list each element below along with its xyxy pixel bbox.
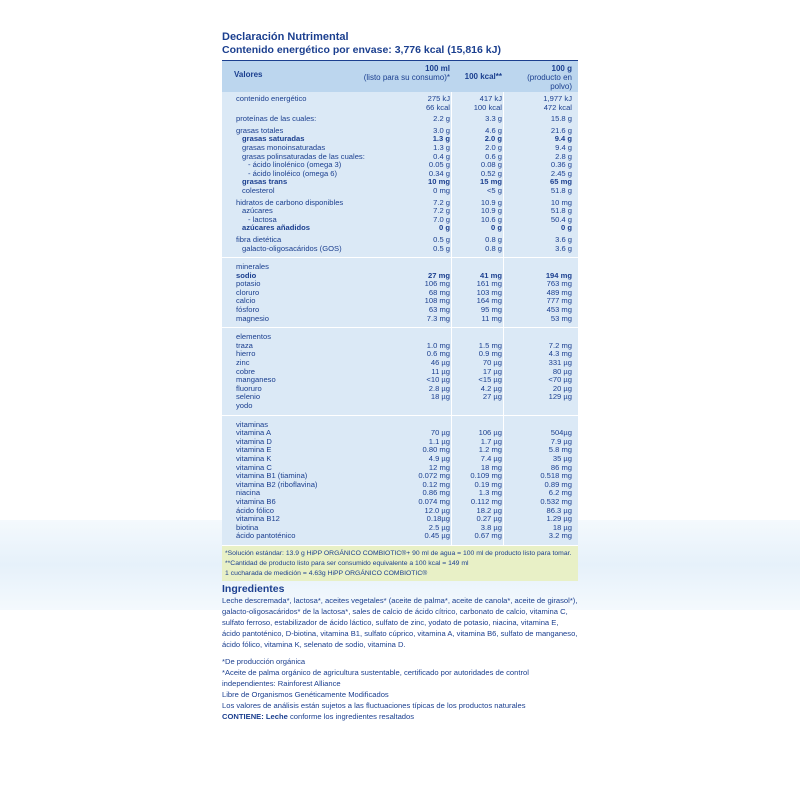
value-100g: 0 g <box>561 223 572 233</box>
value-100kcal: 0.67 mg <box>474 531 502 541</box>
energy-subtitle: Contenido energético por envase: 3,776 kcal (15,816 kJ) <box>222 44 501 56</box>
value-100kcal: 3.8 µg <box>480 522 502 532</box>
column-divider <box>503 328 504 414</box>
value-100kcal: 11 mg <box>481 313 502 323</box>
column-divider <box>451 416 452 545</box>
table-row <box>222 385 578 394</box>
nutrition-label <box>222 31 578 722</box>
row-label: galacto-oligosacáridos (GOS) <box>242 244 342 253</box>
column-divider <box>451 328 452 414</box>
value-100ml: 0 g <box>439 223 450 233</box>
value-100kcal: 4.2 µg <box>480 383 502 393</box>
row-label: ácido pantoténico <box>236 532 296 541</box>
value-100kcal: 1.7 µg <box>480 436 502 446</box>
value-100g: 2.45 g <box>550 168 572 178</box>
row-label: selenio <box>236 393 261 402</box>
value-100ml: 70 µg <box>430 428 450 438</box>
table-row <box>222 245 578 254</box>
value-100g: 5.8 mg <box>548 445 572 455</box>
table-row <box>222 446 578 455</box>
row-label: vitamina B6 <box>236 497 276 506</box>
table-row <box>222 297 578 306</box>
column-divider <box>503 258 504 327</box>
value-100g: 763 mg <box>546 279 572 289</box>
value-100kcal: 0.9 mg <box>478 349 502 359</box>
value-100kcal: 1.2 mg <box>478 445 502 455</box>
table-row <box>222 95 578 104</box>
row-label: fibra dietética <box>236 235 282 244</box>
row-label: fósforo <box>236 306 260 315</box>
value-100kcal: 0 g <box>491 223 502 233</box>
value-100g: 0.518 mg <box>540 471 572 481</box>
header-100g-main: 100 g <box>551 64 572 73</box>
table-row <box>222 236 578 245</box>
table-row <box>222 393 578 402</box>
value-100kcal: 1.5 mg <box>478 340 502 350</box>
value-100g: 331 µg <box>548 358 572 368</box>
value-100g: 0.532 mg <box>540 496 572 506</box>
value-100ml: 0.074 mg <box>418 496 450 506</box>
row-label: yodo <box>236 402 253 410</box>
allergen-bold: Leche <box>265 711 288 721</box>
value-100kcal: 10.6 g <box>480 214 502 224</box>
value-100g: 10 mg <box>550 197 572 207</box>
value-100ml <box>372 402 450 411</box>
column-divider <box>503 416 504 545</box>
row-label: vitamina B12 <box>236 515 280 524</box>
table-row <box>222 498 578 507</box>
footnote-standard-solution: *Solución estándar: 13.9 g HiPP ORGÁNICO COMBIOTIC®+ 90 ml de agua = 100 ml de producto listo para tomar. <box>225 549 572 557</box>
value-100g: 51.8 g <box>550 185 572 195</box>
table-row <box>222 350 578 359</box>
value-100g: 18 µg <box>552 522 572 532</box>
table-row <box>222 333 578 342</box>
value-100g: 504µg <box>550 428 572 438</box>
value-100kcal: 95 mg <box>480 305 502 315</box>
row-label: - lactosa <box>248 215 277 224</box>
table-section <box>222 92 578 258</box>
value-100kcal: 0.8 g <box>485 243 502 253</box>
table-row <box>222 161 578 170</box>
value-100kcal: 2.0 g <box>485 142 502 152</box>
footnote-100kcal: **Cantidad de producto listo para ser consumido equivalente a 100 kcal = 149 ml <box>225 559 469 567</box>
table-row <box>222 359 578 368</box>
row-label: manganeso <box>236 376 276 385</box>
table-row <box>222 532 578 541</box>
row-label: grasas polinsaturadas de las cuales: <box>242 152 365 161</box>
value-100kcal: 10.9 g <box>480 206 502 216</box>
table-row <box>222 515 578 524</box>
value-100g: 51.8 g <box>550 206 572 216</box>
header-100ml-main: 100 ml <box>425 64 450 73</box>
allergen-label: CONTIENE: <box>222 711 264 721</box>
row-label: - ácido linoléico (omega 6) <box>248 169 338 178</box>
header-100ml <box>330 64 450 82</box>
value-100ml: 46 µg <box>430 358 450 368</box>
value-100kcal: 41 mg <box>480 270 502 280</box>
value-100kcal: 18.2 µg <box>476 505 502 515</box>
value-100g: 0.36 g <box>550 160 572 170</box>
value-100kcal: 161 mg <box>476 279 502 289</box>
value-100ml: 0.45 µg <box>424 531 450 541</box>
table-section <box>222 416 578 546</box>
value-100kcal: 10.9 g <box>480 197 502 207</box>
value-100ml: 2.8 µg <box>428 383 450 393</box>
row-label: vitaminas <box>236 420 269 429</box>
value-100ml: 106 mg <box>424 279 450 289</box>
value-100kcal <box>450 402 502 411</box>
value-100g: 9.4 g <box>554 134 572 144</box>
row-label: vitamina C <box>236 463 272 472</box>
analysis-note: Los valores de análisis están sujetos a las fluctuaciones típicas de los productos naturales <box>222 700 526 710</box>
table-row <box>222 127 578 136</box>
row-label: grasas totales <box>236 126 284 135</box>
value-100ml: 4.9 µg <box>428 453 450 463</box>
table-row <box>222 224 578 233</box>
value-100kcal: <15 µg <box>478 375 502 385</box>
value-100kcal: 70 µg <box>482 358 502 368</box>
value-100g: 80 µg <box>552 366 572 376</box>
value-100g: 50.4 g <box>550 214 572 224</box>
value-100ml: 0.86 mg <box>422 488 450 498</box>
value-100g: 777 mg <box>546 296 572 306</box>
row-label: vitamina E <box>236 446 272 455</box>
row-label: azúcares añadidos <box>242 224 310 233</box>
ingredients-text: Leche descremada*, lactosa*, aceites vegetales* (aceite de palma*, aceite de canola*, aceite de girasol*), galacto-oligosacáridos* de la lactosa*, sales de calcio de ácido cítrico, carbonato de calcio, vitamina C, sulfato ferroso, estabilizador de ácido láctico, sulfato de zinc, yodato de potasio, niacina, vitamina E, ácido pantoténico, D-biotina, vitamina B1, sulfato cúprico, vitamina A, vitamina B6, sulfato de manganeso, ácido fólico, vitamina K, selenato de sodio, vitamina D. <box>222 595 578 649</box>
ingredients-title: Ingredientes <box>222 582 285 595</box>
value-100kcal: 100 kcal <box>473 102 502 112</box>
row-label: fluoruro <box>236 384 262 393</box>
table-row <box>222 507 578 516</box>
table-row <box>222 280 578 289</box>
value-100g: 65 mg <box>550 177 572 187</box>
value-100g: 86 mg <box>550 462 572 472</box>
row-label: cobre <box>236 367 255 376</box>
table-row <box>222 455 578 464</box>
row-label: - ácido linolénico (omega 3) <box>248 161 342 170</box>
row-label: magnesio <box>236 314 269 323</box>
value-100g: 7.9 µg <box>550 436 572 446</box>
table-header <box>222 61 578 92</box>
value-100ml: 0 mg <box>433 185 450 195</box>
value-100g: 3.6 g <box>555 234 572 244</box>
value-100g: 0.89 mg <box>544 479 572 489</box>
value-100g: 4.3 mg <box>548 349 572 359</box>
value-100ml: 0.072 mg <box>418 471 450 481</box>
column-divider <box>451 92 452 257</box>
value-100ml: 2.5 µg <box>428 522 450 532</box>
value-100g: 7.2 mg <box>548 340 572 350</box>
value-100ml: 0.5 g <box>433 243 450 253</box>
table-row <box>222 376 578 385</box>
column-divider <box>503 92 504 257</box>
value-100ml: 2.2 g <box>433 114 450 124</box>
value-100kcal: 0.6 g <box>485 151 502 161</box>
value-100ml: 1.3 g <box>432 134 450 144</box>
value-100kcal: 0.52 g <box>480 168 502 178</box>
value-100ml: 3.0 g <box>433 125 450 135</box>
row-label: vitamina B1 (tiamina) <box>236 472 308 481</box>
row-label: grasas trans <box>242 178 288 187</box>
table-body <box>222 92 578 546</box>
value-100kcal: 0.112 mg <box>470 496 502 506</box>
row-label: hidratos de carbono disponibles <box>236 198 344 207</box>
value-100ml: 68 mg <box>428 287 450 297</box>
table-row <box>222 199 578 208</box>
row-label: ácido fólico <box>236 506 274 515</box>
table-row <box>222 438 578 447</box>
row-label: sodio <box>236 271 257 280</box>
value-100kcal: 3.3 g <box>485 114 502 124</box>
footnotes <box>222 546 578 581</box>
value-100kcal: <5 g <box>487 185 502 195</box>
value-100ml: 66 kcal <box>425 102 450 112</box>
value-100ml: <10 µg <box>426 375 450 385</box>
palm-oil-note: *Aceite de palma orgánico de agricultura sustentable, certificado por autoridades de control independientes: Rainforest Alliance <box>222 667 529 688</box>
table-row <box>222 104 578 113</box>
value-100g: 35 µg <box>552 453 572 463</box>
value-100ml: 12 mg <box>428 462 450 472</box>
table-row <box>222 315 578 324</box>
value-100ml: 63 mg <box>428 305 450 315</box>
value-100g: 3.6 g <box>555 243 572 253</box>
table-row <box>222 342 578 351</box>
table-row <box>222 135 578 144</box>
table-row <box>222 421 578 430</box>
table-row <box>222 263 578 272</box>
allergen-rest: conforme los ingredientes resaltados <box>287 711 415 721</box>
value-100kcal: 7.4 µg <box>480 453 502 463</box>
value-100ml: 1.3 g <box>433 142 450 152</box>
value-100ml: 7.0 g <box>433 214 450 224</box>
value-100ml: 1.0 mg <box>426 340 450 350</box>
nutrition-table <box>222 60 578 546</box>
value-100g: 194 mg <box>545 270 572 280</box>
value-100g: 3.2 mg <box>548 531 572 541</box>
row-label <box>222 104 372 113</box>
row-label: vitamina A <box>236 429 272 438</box>
value-100kcal: 2.0 g <box>484 134 502 144</box>
value-100kcal: 0.8 g <box>485 234 502 244</box>
table-row <box>222 207 578 216</box>
table-row <box>222 306 578 315</box>
value-100ml: 7.2 g <box>433 197 450 207</box>
table-section <box>222 258 578 328</box>
value-100kcal: 18 mg <box>480 462 502 472</box>
value-100ml: 18 µg <box>430 392 450 402</box>
value-100ml: 0.80 mg <box>422 445 450 455</box>
header-values: Valores <box>234 70 263 79</box>
table-row <box>222 144 578 153</box>
table-row <box>222 153 578 162</box>
value-100ml: 0.4 g <box>433 151 450 161</box>
row-label: vitamina K <box>236 454 272 463</box>
value-100g: 472 kcal <box>543 102 572 112</box>
header-100g-sub: (producto en polvo) <box>527 73 572 91</box>
value-100kcal: 15 mg <box>480 177 502 187</box>
footnote-scoop: 1 cucharada de medición = 4.63g HiPP ORGÁNICO COMBIOTIC® <box>225 569 428 577</box>
table-row <box>222 216 578 225</box>
row-label: proteínas de las cuales: <box>236 115 317 124</box>
organic-note: *De producción orgánica <box>222 656 306 666</box>
value-100kcal: 164 mg <box>476 296 502 306</box>
table-row <box>222 472 578 481</box>
value-100kcal: 27 µg <box>482 392 502 402</box>
header-100ml-sub: (listo para su consumo)* <box>363 73 450 82</box>
table-row <box>222 272 578 281</box>
value-100g: 453 mg <box>546 305 572 315</box>
value-100g: 86.3 µg <box>546 505 572 515</box>
gmo-note: Libre de Organismos Genéticamente Modificados <box>222 689 389 699</box>
row-label: colesterol <box>242 186 275 195</box>
value-100ml: 0.5 g <box>433 234 450 244</box>
value-100ml: 0.05 g <box>428 160 450 170</box>
value-100g: 9.4 g <box>555 142 572 152</box>
value-100g: 2.8 g <box>555 151 572 161</box>
value-100g: 489 mg <box>546 287 572 297</box>
value-100kcal: 0.08 g <box>480 160 502 170</box>
value-100kcal: 0.109 mg <box>470 471 502 481</box>
row-label: vitamina D <box>236 437 272 446</box>
row-label: zinc <box>236 359 250 368</box>
value-100g: 1,977 kJ <box>543 94 572 103</box>
value-100ml: 0.18µg <box>426 514 450 524</box>
value-100ml: 27 mg <box>428 270 450 280</box>
value-100ml: 12.0 µg <box>424 505 450 515</box>
table-row <box>222 187 578 196</box>
row-label: minerales <box>236 263 269 272</box>
value-100ml: 7.2 g <box>433 206 450 216</box>
table-row <box>222 289 578 298</box>
table-row <box>222 402 578 411</box>
table-row <box>222 115 578 124</box>
row-label: hierro <box>236 350 256 359</box>
value-100g: 20 µg <box>552 383 572 393</box>
value-100g: 21.6 g <box>550 125 572 135</box>
value-100ml: 108 mg <box>424 296 450 306</box>
value-100ml: 11 µg <box>431 366 450 376</box>
value-100kcal: 417 kJ <box>479 94 502 103</box>
row-label: azúcares <box>242 207 273 216</box>
row-label: contenido energético <box>236 95 307 103</box>
table-row <box>222 368 578 377</box>
value-100kcal: 17 µg <box>482 366 502 376</box>
row-label: biotina <box>236 523 259 532</box>
value-100g: <70 µg <box>548 375 572 385</box>
table-row <box>222 481 578 490</box>
row-label: elementos <box>236 333 272 342</box>
value-100kcal: 106 µg <box>478 428 502 438</box>
value-100ml: 275 kJ <box>427 94 450 103</box>
row-label: niacina <box>236 489 261 498</box>
table-section <box>222 328 578 415</box>
value-100kcal: 0.27 µg <box>476 514 502 524</box>
row-label: potasio <box>236 280 261 289</box>
header-100kcal: 100 kcal** <box>464 72 502 81</box>
row-label: vitamina B2 (riboflavina) <box>236 480 318 489</box>
value-100g: 1.29 µg <box>546 514 572 524</box>
row-label: traza <box>236 341 253 350</box>
value-100ml: 0.6 mg <box>426 349 450 359</box>
value-100kcal: 0.19 mg <box>474 479 502 489</box>
value-100g: 15.8 g <box>550 114 572 124</box>
row-label: grasas monoinsaturadas <box>242 143 326 152</box>
table-row <box>222 524 578 533</box>
table-row <box>222 178 578 187</box>
ingredients-block <box>222 583 578 722</box>
table-row <box>222 489 578 498</box>
row-label: cloruro <box>236 288 260 297</box>
row-label: calcio <box>236 297 256 306</box>
value-100g: 129 µg <box>548 392 572 402</box>
value-100ml: 10 mg <box>428 177 450 187</box>
value-100ml: 7.3 mg <box>426 313 450 323</box>
table-row <box>222 464 578 473</box>
value-100ml: 1.1 µg <box>428 436 450 446</box>
value-100kcal: 4.6 g <box>485 125 502 135</box>
row-label: grasas saturadas <box>242 135 305 144</box>
table-row <box>222 170 578 179</box>
table-row <box>222 429 578 438</box>
value-100g: 6.2 mg <box>548 488 572 498</box>
value-100kcal: 1.3 mg <box>478 488 502 498</box>
value-100g <box>502 402 572 411</box>
value-100ml: 0.12 mg <box>422 479 450 489</box>
page-title: Declaración Nutrimental <box>222 31 349 43</box>
value-100kcal: 103 mg <box>476 287 502 297</box>
allergen-note <box>222 711 578 722</box>
value-100g: 53 mg <box>550 313 572 323</box>
header-100g <box>506 64 572 91</box>
value-100ml: 0.34 g <box>428 168 450 178</box>
column-divider <box>451 258 452 327</box>
